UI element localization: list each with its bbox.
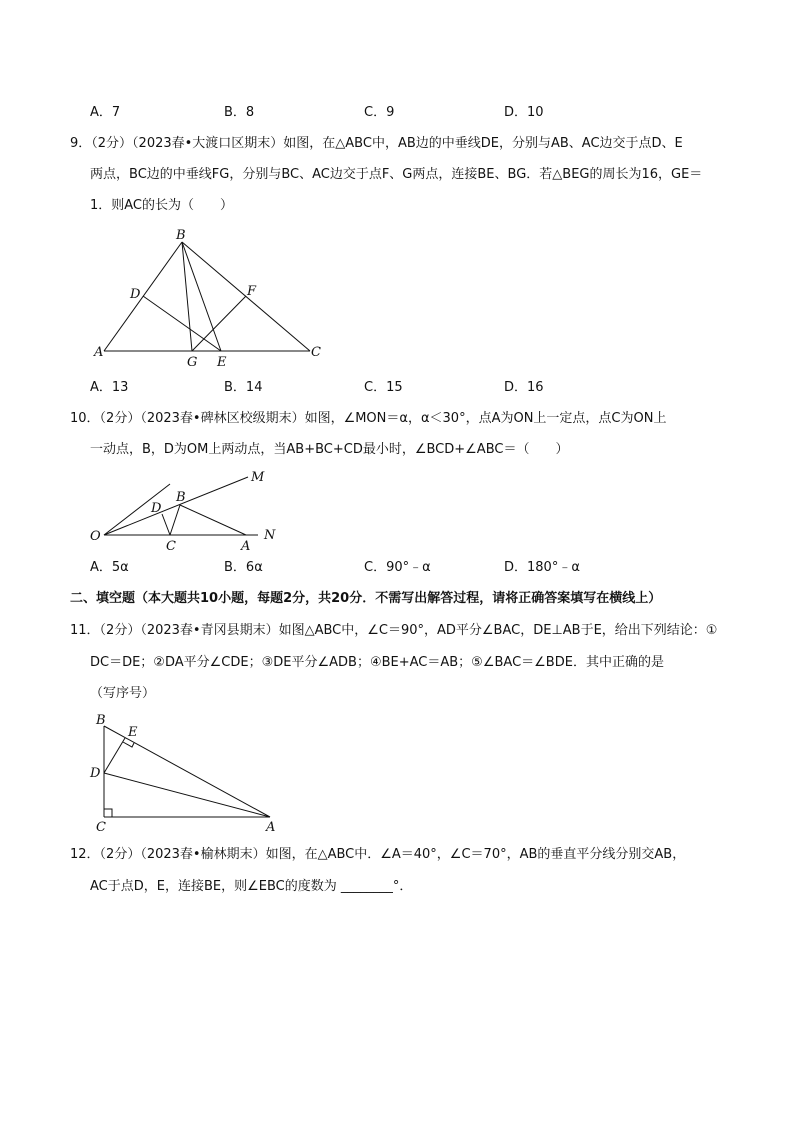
q9-label-c: C — [311, 345, 321, 360]
q9-segment-de — [143, 296, 221, 351]
q11-stem-line1: 11．（2分）（2023春•青冈县期末）如图△ABC中，∠C＝90°，AD平分∠BAC，DE⊥AB于E，给出下列结论：① — [70, 623, 718, 638]
q10-label-m: M — [251, 470, 265, 485]
q10-segment-ba — [180, 505, 246, 535]
q11-right-triangle-figure — [88, 708, 288, 838]
q11-label-c: C — [96, 820, 106, 835]
q9-option-a[interactable]: A．13 — [90, 380, 129, 395]
q10-label-b: B — [176, 490, 186, 505]
q10-label-c: C — [166, 539, 176, 554]
q8-option-d[interactable]: D．10 — [504, 105, 544, 120]
q9-label-d: D — [130, 287, 141, 302]
q12-stem-line1: 12．（2分）（2023春•榆林期末）如图，在△ABC中．∠A＝40°，∠C＝70°，AB的垂直平分线分别交AB， — [70, 847, 686, 862]
q9-label-f: F — [247, 284, 257, 299]
q10-segment-dc — [162, 514, 170, 535]
q12-stem-line2: AC于点D，E，连接BE，则∠EBC的度数为 ________°． — [90, 879, 413, 894]
q11-segment-de — [104, 738, 125, 773]
q10-options — [90, 558, 690, 578]
q11-label-b: B — [96, 713, 106, 728]
q11-label-d: D — [90, 766, 101, 781]
q9-stem-line2: 两点，BC边的中垂线FG，分别与BC、AC边交于点F、G两点，连接BE、BG．若△BEG的周长为16，GE＝ — [90, 167, 703, 182]
q11-label-e: E — [128, 725, 138, 740]
q10-angle-figure — [88, 466, 288, 556]
q10-stem-line1: 10．（2分）（2023春•碑林区校级期末）如图，∠MON＝α，α＜30°，点A为ON上一定点，点C为ON上 — [70, 411, 667, 426]
q8-options — [90, 103, 690, 123]
q9-option-d[interactable]: D．16 — [504, 380, 544, 395]
q10-stem-line2: 一动点，B，D为OM上两动点，当AB+BC+CD最小时，∠BCD+∠ABC＝（ ） — [90, 442, 569, 457]
q10-label-n: N — [264, 528, 276, 543]
q9-stem-line1: 9．（2分）（2023春•大渡口区期末）如图，在△ABC中，AB边的中垂线DE，分别与AB、AC边交于点D、E — [70, 136, 683, 151]
q9-option-c[interactable]: C．15 — [364, 380, 403, 395]
q9-label-e: E — [217, 355, 227, 370]
q11-stem-line2: DC＝DE；②DA平分∠CDE；③DE平分∠ADB；④BE+AC＝AB；⑤∠BAC＝∠BDE．其中正确的是 — [90, 655, 664, 670]
q10-label-d: D — [151, 501, 162, 516]
section-2-heading: 二、填空题（本大题共10小题，每题2分，共20分．不需写出解答过程，请将正确答案填写在横线上） — [70, 591, 662, 606]
q11-segment-da — [104, 773, 270, 817]
q9-option-b[interactable]: B．14 — [224, 380, 263, 395]
q9-triangle-figure — [90, 225, 340, 370]
q11-right-angle-e — [123, 742, 134, 747]
q9-label-b: B — [176, 228, 186, 243]
q11-stem-line3: （写序号） — [90, 686, 156, 701]
q9-stem-line3: 1．则AC的长为（ ） — [90, 198, 234, 213]
q8-option-a[interactable]: A．7 — [90, 105, 121, 120]
q10-label-o: O — [90, 529, 101, 544]
q8-option-c[interactable]: C．9 — [364, 105, 395, 120]
q9-segment-fg — [192, 296, 246, 351]
q9-options — [90, 378, 690, 398]
q10-label-a: A — [241, 539, 251, 554]
q10-option-b[interactable]: B．6α — [224, 560, 263, 575]
q11-label-a: A — [266, 820, 276, 835]
q10-option-a[interactable]: A．5α — [90, 560, 129, 575]
q11-right-angle-c — [104, 809, 112, 817]
q9-segment-bg — [182, 242, 192, 351]
q10-segment-cb — [170, 505, 180, 535]
q10-option-c[interactable]: C．90°﹣α — [364, 560, 431, 575]
q9-label-a: A — [94, 345, 104, 360]
q9-label-g: G — [187, 355, 198, 370]
q8-option-b[interactable]: B．8 — [224, 105, 255, 120]
q10-option-d[interactable]: D．180°﹣α — [504, 560, 580, 575]
